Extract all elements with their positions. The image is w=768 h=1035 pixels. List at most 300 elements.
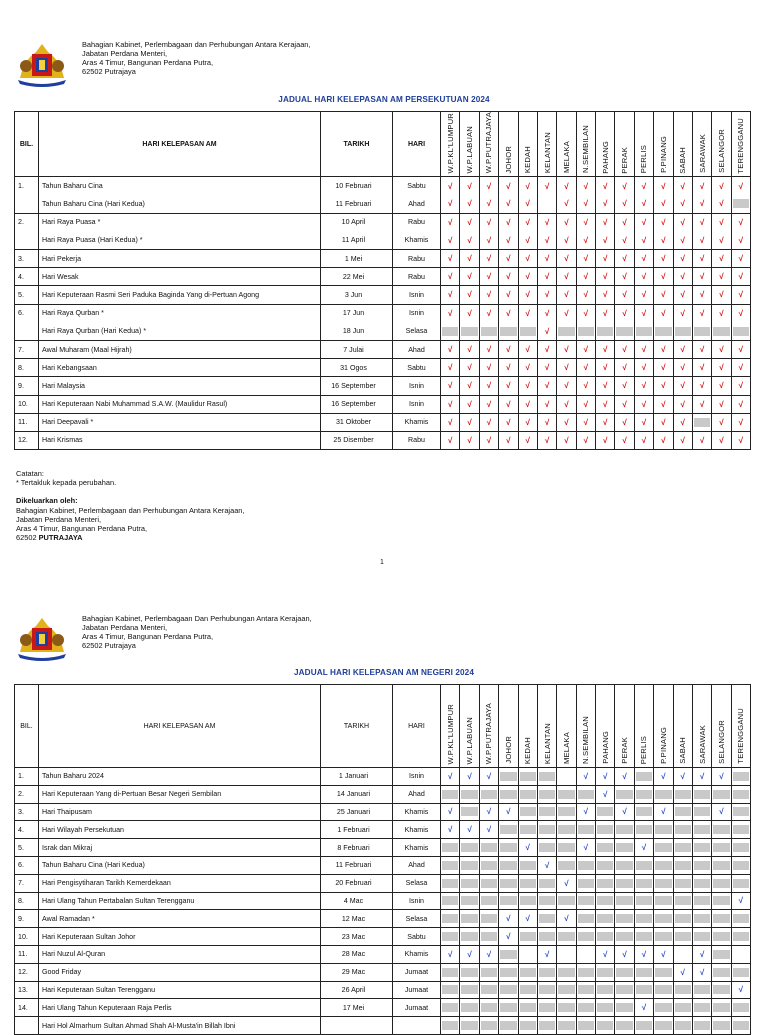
grey-fill bbox=[636, 1021, 652, 1030]
holiday-name: Hari Pengisytiharan Tarikh Kemerdekaan bbox=[39, 874, 321, 892]
holiday-check-mark: √ bbox=[712, 231, 731, 249]
holiday-check-mark: √ bbox=[479, 213, 498, 231]
holiday-check-mark: √ bbox=[731, 892, 750, 910]
table-row bbox=[15, 928, 751, 946]
state-column-header bbox=[441, 685, 460, 768]
no-holiday-cell bbox=[479, 892, 498, 910]
holiday-check-mark: √ bbox=[518, 413, 537, 431]
holiday-check-mark: √ bbox=[712, 431, 731, 449]
holiday-check-mark: √ bbox=[712, 768, 731, 786]
holiday-day: Sabtu bbox=[393, 359, 441, 377]
issued-by-line: Bahagian Kabinet, Perlembagaan dan Perhubungan Antara Kerajaan, bbox=[16, 505, 245, 515]
grey-fill bbox=[558, 1003, 574, 1012]
grey-fill bbox=[558, 807, 574, 816]
no-holiday-cell bbox=[557, 821, 576, 839]
holiday-check-mark: √ bbox=[673, 213, 692, 231]
state-name: SELANGOR bbox=[716, 129, 726, 174]
grey-fill bbox=[442, 843, 458, 852]
no-holiday-cell bbox=[731, 910, 750, 928]
no-holiday-cell bbox=[615, 821, 634, 839]
row-number: 5. bbox=[15, 839, 39, 857]
no-holiday-cell bbox=[615, 874, 634, 892]
no-holiday-cell bbox=[441, 963, 460, 981]
no-holiday-cell bbox=[596, 803, 615, 821]
holiday-check-mark: √ bbox=[499, 177, 518, 195]
grey-fill bbox=[520, 879, 536, 888]
row-number: 6. bbox=[15, 304, 39, 322]
holiday-date: 17 Jun bbox=[321, 304, 393, 322]
holiday-check-mark: √ bbox=[441, 213, 460, 231]
holiday-check-mark: √ bbox=[673, 431, 692, 449]
no-holiday-cell bbox=[731, 856, 750, 874]
state-column-header bbox=[537, 685, 556, 768]
no-holiday-cell bbox=[441, 892, 460, 910]
no-holiday-cell bbox=[692, 999, 711, 1017]
holiday-check-mark: √ bbox=[479, 359, 498, 377]
holiday-day: Isnin bbox=[393, 286, 441, 304]
no-holiday-cell bbox=[692, 1017, 711, 1035]
row-number bbox=[15, 1017, 39, 1035]
holiday-date: 1 Mei bbox=[321, 250, 393, 268]
holiday-check-mark: √ bbox=[596, 340, 615, 358]
holiday-check-mark: √ bbox=[692, 231, 711, 249]
no-holiday-cell bbox=[596, 981, 615, 999]
holiday-check-mark: √ bbox=[576, 340, 595, 358]
grey-fill bbox=[539, 932, 555, 941]
no-holiday-cell bbox=[518, 821, 537, 839]
holiday-check-mark: √ bbox=[692, 268, 711, 286]
grey-fill bbox=[616, 790, 632, 799]
no-holiday-cell bbox=[692, 928, 711, 946]
holiday-day bbox=[393, 1017, 441, 1035]
holiday-check-mark: √ bbox=[692, 377, 711, 395]
holiday-check-mark: √ bbox=[557, 359, 576, 377]
no-holiday-cell bbox=[537, 928, 556, 946]
no-holiday-cell bbox=[518, 963, 537, 981]
grey-fill bbox=[636, 985, 652, 994]
grey-fill bbox=[442, 1003, 458, 1012]
holiday-day: Rabu bbox=[393, 431, 441, 449]
holiday-date: 11 Februari bbox=[321, 856, 393, 874]
holiday-day: Jumaat bbox=[393, 999, 441, 1017]
holiday-check-mark: √ bbox=[654, 213, 673, 231]
grey-fill bbox=[713, 932, 729, 941]
no-holiday-cell bbox=[479, 963, 498, 981]
grey-fill bbox=[578, 968, 594, 977]
holiday-check-mark: √ bbox=[518, 340, 537, 358]
holiday-check-mark: √ bbox=[692, 286, 711, 304]
holiday-check-mark: √ bbox=[615, 231, 634, 249]
grey-fill bbox=[655, 932, 671, 941]
no-holiday-cell bbox=[673, 821, 692, 839]
empty-cell bbox=[557, 945, 576, 963]
grey-fill bbox=[481, 932, 497, 941]
address-line: 62502 Putrajaya bbox=[82, 67, 136, 77]
grey-fill bbox=[713, 790, 729, 799]
no-holiday-cell bbox=[712, 821, 731, 839]
holiday-date: 31 Oktober bbox=[321, 413, 393, 431]
holiday-check-mark: √ bbox=[692, 250, 711, 268]
no-holiday-cell bbox=[634, 963, 653, 981]
grey-fill bbox=[655, 879, 671, 888]
no-holiday-cell bbox=[518, 803, 537, 821]
holiday-check-mark: √ bbox=[576, 839, 595, 857]
grey-fill bbox=[713, 1003, 729, 1012]
holiday-check-mark: √ bbox=[557, 231, 576, 249]
no-holiday-cell bbox=[634, 785, 653, 803]
holiday-check-mark: √ bbox=[615, 250, 634, 268]
no-holiday-cell bbox=[576, 821, 595, 839]
grey-fill bbox=[616, 825, 632, 834]
no-holiday-cell bbox=[634, 803, 653, 821]
holiday-check-mark: √ bbox=[692, 195, 711, 213]
holiday-check-mark: √ bbox=[634, 431, 653, 449]
no-holiday-cell bbox=[479, 785, 498, 803]
notes-heading: Catatan: bbox=[16, 469, 44, 478]
state-name: P.PINANG bbox=[658, 727, 668, 764]
holiday-name: Hari Wilayah Persekutuan bbox=[39, 821, 321, 839]
grey-fill bbox=[461, 914, 477, 923]
no-holiday-cell bbox=[654, 892, 673, 910]
holiday-name: Awal Ramadan * bbox=[39, 910, 321, 928]
grey-fill bbox=[597, 968, 613, 977]
no-holiday-cell bbox=[731, 928, 750, 946]
holiday-check-mark: √ bbox=[499, 195, 518, 213]
no-holiday-cell bbox=[615, 910, 634, 928]
no-holiday-cell bbox=[537, 999, 556, 1017]
holiday-check-mark: √ bbox=[537, 413, 556, 431]
holiday-check-mark: √ bbox=[596, 231, 615, 249]
state-column-header bbox=[479, 685, 498, 768]
holiday-check-mark: √ bbox=[441, 340, 460, 358]
holiday-check-mark: √ bbox=[460, 359, 479, 377]
holiday-check-mark: √ bbox=[576, 286, 595, 304]
holiday-name: Tahun Baharu 2024 bbox=[39, 768, 321, 786]
grey-fill bbox=[481, 968, 497, 977]
holiday-check-mark: √ bbox=[596, 304, 615, 322]
grey-fill bbox=[539, 968, 555, 977]
no-holiday-cell bbox=[712, 839, 731, 857]
holiday-check-mark: √ bbox=[712, 177, 731, 195]
holiday-check-mark: √ bbox=[596, 431, 615, 449]
holiday-date: 20 Februari bbox=[321, 874, 393, 892]
holiday-check-mark: √ bbox=[712, 304, 731, 322]
no-holiday-cell bbox=[557, 785, 576, 803]
no-holiday-cell bbox=[615, 892, 634, 910]
no-holiday-cell bbox=[460, 1017, 479, 1035]
state-name: KEDAH bbox=[523, 736, 533, 764]
holiday-date: 1 Januari bbox=[321, 768, 393, 786]
grey-fill bbox=[733, 1003, 749, 1012]
grey-fill bbox=[500, 861, 516, 870]
no-holiday-cell bbox=[460, 910, 479, 928]
holiday-check-mark: √ bbox=[537, 213, 556, 231]
grey-fill bbox=[520, 1003, 536, 1012]
no-holiday-cell bbox=[731, 803, 750, 821]
empty-cell bbox=[673, 945, 692, 963]
state-name: MELAKA bbox=[561, 731, 571, 764]
holiday-date: 22 Mei bbox=[321, 268, 393, 286]
no-holiday-cell bbox=[499, 1017, 518, 1035]
holiday-check-mark: √ bbox=[634, 999, 653, 1017]
holiday-check-mark: √ bbox=[634, 377, 653, 395]
holiday-check-mark: √ bbox=[518, 268, 537, 286]
grey-fill bbox=[616, 879, 632, 888]
holiday-check-mark: √ bbox=[479, 250, 498, 268]
grey-fill bbox=[461, 1003, 477, 1012]
address-line: Aras 4 Timur, Bangunan Perdana Putra, bbox=[82, 632, 214, 642]
holiday-check-mark: √ bbox=[441, 286, 460, 304]
no-holiday-cell bbox=[615, 999, 634, 1017]
holiday-check-mark: √ bbox=[712, 213, 731, 231]
holiday-check-mark: √ bbox=[596, 268, 615, 286]
holiday-check-mark: √ bbox=[441, 250, 460, 268]
holiday-check-mark: √ bbox=[499, 231, 518, 249]
grey-fill bbox=[461, 932, 477, 941]
state-holiday-table bbox=[14, 684, 751, 1035]
row-number: 1. bbox=[15, 177, 39, 195]
holiday-check-mark: √ bbox=[654, 340, 673, 358]
grey-fill bbox=[713, 950, 729, 959]
no-holiday-cell bbox=[654, 1017, 673, 1035]
grey-fill bbox=[733, 968, 749, 977]
holiday-check-mark: √ bbox=[441, 803, 460, 821]
grey-fill bbox=[500, 968, 516, 977]
state-name: TERENGGANU bbox=[736, 117, 746, 174]
no-holiday-cell bbox=[654, 821, 673, 839]
holiday-date: 25 Januari bbox=[321, 803, 393, 821]
holiday-day: Ahad bbox=[393, 195, 441, 213]
state-name: W.P.KL'LUMPUR bbox=[445, 703, 455, 764]
column-header-bil: BIL. bbox=[15, 112, 39, 177]
holiday-check-mark: √ bbox=[654, 268, 673, 286]
grey-fill bbox=[461, 985, 477, 994]
grey-fill bbox=[616, 1003, 632, 1012]
state-name: SABAH bbox=[678, 737, 688, 764]
grey-fill bbox=[539, 985, 555, 994]
no-holiday-cell bbox=[518, 999, 537, 1017]
no-holiday-cell bbox=[712, 856, 731, 874]
grey-fill bbox=[675, 1003, 691, 1012]
holiday-check-mark: √ bbox=[731, 231, 750, 249]
grey-fill bbox=[578, 914, 594, 923]
no-holiday-cell bbox=[712, 892, 731, 910]
holiday-check-mark: √ bbox=[576, 213, 595, 231]
no-holiday-cell bbox=[731, 785, 750, 803]
grey-fill bbox=[694, 914, 710, 923]
state-name: W.P.LABUAN bbox=[465, 716, 475, 764]
holiday-check-mark: √ bbox=[731, 413, 750, 431]
holiday-name: Hari Krismas bbox=[39, 431, 321, 449]
holiday-check-mark: √ bbox=[557, 874, 576, 892]
holiday-check-mark: √ bbox=[615, 304, 634, 322]
holiday-check-mark: √ bbox=[654, 945, 673, 963]
row-number: 10. bbox=[15, 928, 39, 946]
grey-fill bbox=[636, 914, 652, 923]
no-holiday-cell bbox=[673, 1017, 692, 1035]
grey-fill bbox=[636, 932, 652, 941]
holiday-day: Ahad bbox=[393, 785, 441, 803]
holiday-check-mark: √ bbox=[576, 395, 595, 413]
holiday-check-mark: √ bbox=[537, 304, 556, 322]
holiday-name: Hari Raya Qurban * bbox=[39, 304, 321, 322]
no-holiday-cell bbox=[673, 803, 692, 821]
holiday-day: Khamis bbox=[393, 231, 441, 249]
page-title: JADUAL HARI KELEPASAN AM NEGERI 2024 bbox=[294, 668, 474, 677]
holiday-check-mark: √ bbox=[615, 195, 634, 213]
grey-fill bbox=[713, 985, 729, 994]
grey-fill bbox=[655, 985, 671, 994]
no-holiday-cell bbox=[460, 963, 479, 981]
no-holiday-cell bbox=[634, 892, 653, 910]
holiday-check-mark: √ bbox=[499, 304, 518, 322]
holiday-check-mark: √ bbox=[557, 377, 576, 395]
no-holiday-cell bbox=[460, 928, 479, 946]
row-number: 1. bbox=[15, 768, 39, 786]
holiday-check-mark: √ bbox=[479, 395, 498, 413]
holiday-check-mark: √ bbox=[499, 268, 518, 286]
no-holiday-cell bbox=[557, 892, 576, 910]
no-holiday-cell bbox=[712, 999, 731, 1017]
holiday-check-mark: √ bbox=[441, 945, 460, 963]
holiday-check-mark: √ bbox=[460, 413, 479, 431]
holiday-check-mark: √ bbox=[460, 377, 479, 395]
grey-fill bbox=[597, 807, 613, 816]
holiday-check-mark: √ bbox=[518, 231, 537, 249]
holiday-check-mark: √ bbox=[518, 195, 537, 213]
holiday-check-mark: √ bbox=[615, 268, 634, 286]
holiday-name: Hari Hol Almarhum Sultan Ahmad Shah Al-Musta'in Billah Ibni bbox=[39, 1017, 321, 1035]
grey-fill bbox=[616, 896, 632, 905]
grey-fill bbox=[713, 825, 729, 834]
no-holiday-cell bbox=[615, 856, 634, 874]
column-header-day: HARI bbox=[393, 112, 441, 177]
row-number: 7. bbox=[15, 340, 39, 358]
holiday-check-mark: √ bbox=[654, 231, 673, 249]
no-holiday-cell bbox=[537, 874, 556, 892]
holiday-check-mark: √ bbox=[731, 268, 750, 286]
holiday-check-mark: √ bbox=[673, 340, 692, 358]
holiday-check-mark: √ bbox=[499, 286, 518, 304]
no-holiday-cell bbox=[576, 892, 595, 910]
empty-cell bbox=[731, 945, 750, 963]
grey-fill bbox=[733, 914, 749, 923]
grey-fill bbox=[520, 896, 536, 905]
state-column-header bbox=[692, 685, 711, 768]
holiday-check-mark: √ bbox=[441, 768, 460, 786]
grey-fill bbox=[442, 985, 458, 994]
grey-fill bbox=[442, 896, 458, 905]
grey-fill bbox=[442, 879, 458, 888]
no-holiday-cell bbox=[596, 999, 615, 1017]
grey-fill bbox=[675, 932, 691, 941]
no-holiday-cell bbox=[479, 874, 498, 892]
grey-fill bbox=[520, 825, 536, 834]
holiday-check-mark: √ bbox=[634, 395, 653, 413]
grey-fill bbox=[500, 879, 516, 888]
holiday-day: Rabu bbox=[393, 268, 441, 286]
no-holiday-cell bbox=[441, 785, 460, 803]
grey-fill bbox=[597, 1021, 613, 1030]
holiday-check-mark: √ bbox=[634, 250, 653, 268]
holiday-check-mark: √ bbox=[654, 359, 673, 377]
holiday-check-mark: √ bbox=[654, 286, 673, 304]
no-holiday-cell bbox=[692, 839, 711, 857]
grey-fill bbox=[597, 896, 613, 905]
holiday-date: 23 Mac bbox=[321, 928, 393, 946]
grey-fill bbox=[461, 896, 477, 905]
holiday-check-mark: √ bbox=[537, 231, 556, 249]
no-holiday-cell bbox=[499, 785, 518, 803]
holiday-check-mark: √ bbox=[460, 395, 479, 413]
grey-fill bbox=[636, 807, 652, 816]
holiday-check-mark: √ bbox=[654, 177, 673, 195]
holiday-check-mark: √ bbox=[557, 395, 576, 413]
no-holiday-cell bbox=[518, 892, 537, 910]
no-holiday-cell bbox=[692, 785, 711, 803]
no-holiday-cell bbox=[537, 1017, 556, 1035]
holiday-check-mark: √ bbox=[634, 413, 653, 431]
holiday-day: Khamis bbox=[393, 803, 441, 821]
holiday-check-mark: √ bbox=[692, 340, 711, 358]
grey-fill bbox=[520, 861, 536, 870]
holiday-check-mark: √ bbox=[596, 413, 615, 431]
holiday-name: Hari Keputeraan Rasmi Seri Paduka Baginda Yang di-Pertuan Agong bbox=[39, 286, 321, 304]
holiday-check-mark: √ bbox=[673, 268, 692, 286]
state-name: SELANGOR bbox=[716, 720, 726, 764]
holiday-name: Hari Deepavali * bbox=[39, 413, 321, 431]
no-holiday-cell bbox=[692, 821, 711, 839]
no-holiday-cell bbox=[596, 856, 615, 874]
holiday-check-mark: √ bbox=[596, 195, 615, 213]
grey-fill bbox=[616, 914, 632, 923]
holiday-check-mark: √ bbox=[654, 431, 673, 449]
holiday-check-mark: √ bbox=[479, 431, 498, 449]
holiday-check-mark: √ bbox=[441, 177, 460, 195]
grey-fill bbox=[558, 896, 574, 905]
holiday-check-mark: √ bbox=[518, 177, 537, 195]
no-holiday-cell bbox=[692, 803, 711, 821]
holiday-check-mark: √ bbox=[596, 377, 615, 395]
page-number: 1 bbox=[380, 559, 384, 566]
grey-fill bbox=[597, 1003, 613, 1012]
grey-fill bbox=[733, 807, 749, 816]
no-holiday-cell bbox=[557, 981, 576, 999]
table-row bbox=[15, 821, 751, 839]
holiday-name: Tahun Baharu Cina (Hari Kedua) bbox=[39, 195, 321, 213]
holiday-check-mark: √ bbox=[537, 395, 556, 413]
no-holiday-cell bbox=[479, 981, 498, 999]
holiday-check-mark: √ bbox=[441, 231, 460, 249]
grey-fill bbox=[713, 1021, 729, 1030]
issued-by-line: Aras 4 Timur, Bangunan Perdana Putra, bbox=[16, 524, 148, 534]
state-name: W.P.PUTRAJAYA bbox=[484, 112, 494, 174]
no-holiday-cell bbox=[537, 768, 556, 786]
grey-fill bbox=[539, 1021, 555, 1030]
no-holiday-cell bbox=[712, 874, 731, 892]
grey-fill bbox=[713, 879, 729, 888]
no-holiday-cell bbox=[615, 963, 634, 981]
no-holiday-cell bbox=[537, 839, 556, 857]
state-name: KELANTAN bbox=[542, 722, 552, 764]
state-name: JOHOR bbox=[503, 736, 513, 764]
grey-fill bbox=[500, 772, 516, 781]
holiday-date: 16 September bbox=[321, 377, 393, 395]
address-line: Bahagian Kabinet, Perlembagaan dan Perhubungan Antara Kerajaan, bbox=[82, 40, 311, 49]
holiday-check-mark: √ bbox=[499, 413, 518, 431]
holiday-check-mark: √ bbox=[654, 768, 673, 786]
holiday-check-mark: √ bbox=[518, 377, 537, 395]
